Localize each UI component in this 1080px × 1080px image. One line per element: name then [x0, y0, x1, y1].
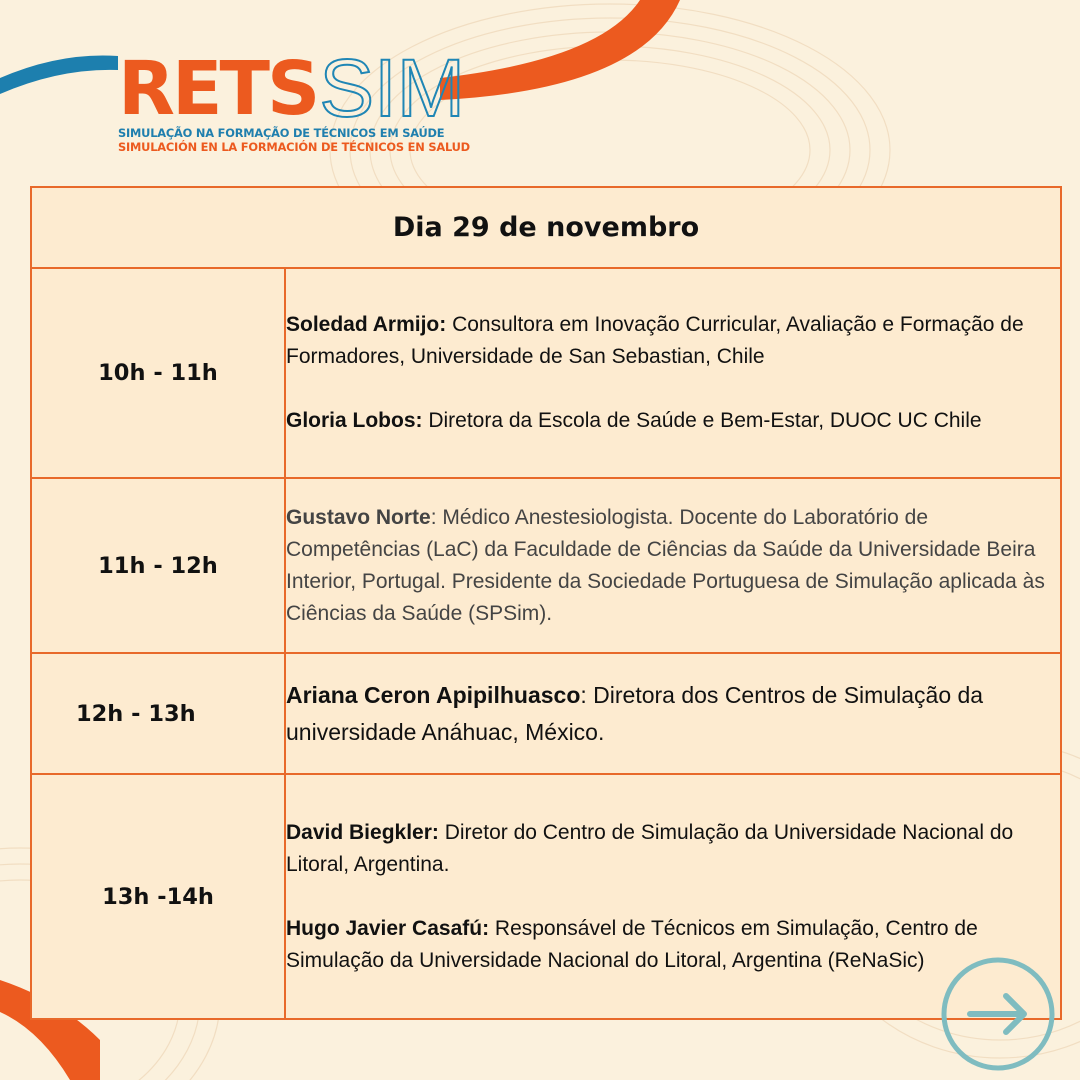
schedule-title: Dia 29 de novembro — [31, 187, 1061, 268]
time-slot: 11h - 12h — [31, 478, 285, 653]
time-slot: 13h -14h — [31, 774, 285, 1019]
speaker-name: David Biegkler: — [286, 820, 439, 844]
schedule-table — [30, 186, 1062, 1020]
speaker-entry — [286, 677, 1060, 751]
logo-tagline-pt: SIMULAÇÃO NA FORMAÇÃO DE TÉCNICOS EM SAÚDE — [118, 126, 445, 140]
speaker-list — [285, 653, 1061, 774]
speaker-list — [285, 268, 1061, 478]
schedule-header-row — [31, 187, 1061, 268]
speaker-entry — [286, 502, 1060, 630]
time-slot: 10h - 11h — [31, 268, 285, 478]
logo-sim-text: SIM — [319, 43, 466, 134]
speaker-role: Diretor do Centro de Simulação da Universidade Nacional do Litoral, Argentina. — [286, 820, 1014, 876]
speaker-role: Consultora em Inovação Curricular, Avaliação e Formação de Formadores, Universidade de San Sebastian, Chile — [286, 313, 1024, 368]
speaker-role: : Médico Anestesiologista. Docente do Laboratório de Competências (LaC) da Faculdade de Ciências da Saúde da Universidade Beira Interior, Portugal. Presidente da Sociedade Portuguesa de Simulação aplicada às Ciências da Saúde (SPSim). — [286, 505, 1045, 625]
speaker-entry — [286, 405, 1060, 437]
speaker-entry — [286, 309, 1060, 373]
speaker-name: Ariana Ceron Apipilhuasco — [286, 681, 581, 708]
speaker-role: Diretora da Escola de Saúde e Bem-Estar, DUOC UC Chile — [422, 409, 982, 432]
speaker-name: Gustavo Norte — [286, 505, 431, 529]
logo-tagline-es: SIMULACIÓN EN LA FORMACIÓN DE TÉCNICOS EN SALUD — [118, 140, 470, 154]
retssim-logo — [118, 43, 470, 154]
speaker-role: : Diretora dos Centros de Simulação da universidade Anáhuac, México. — [286, 681, 984, 745]
schedule-row — [31, 653, 1061, 774]
speaker-list — [285, 478, 1061, 653]
schedule-row — [31, 478, 1061, 653]
schedule-row — [31, 774, 1061, 1019]
schedule-row — [31, 268, 1061, 478]
speaker-name: Gloria Lobos: — [286, 409, 423, 432]
speaker-entry — [286, 817, 1060, 881]
speaker-name: Hugo Javier Casafú: — [286, 916, 490, 940]
time-slot: 12h - 13h — [31, 653, 285, 774]
logo-rets-text: RETS — [118, 46, 318, 132]
speaker-role: Responsável de Técnicos em Simulação, Centro de Simulação da Universidade Nacional do Litoral, Argentina (ReNaSic) — [286, 916, 978, 972]
arrow-right-circle-icon[interactable] — [940, 956, 1056, 1072]
speaker-name: Soledad Armijo: — [286, 313, 447, 336]
